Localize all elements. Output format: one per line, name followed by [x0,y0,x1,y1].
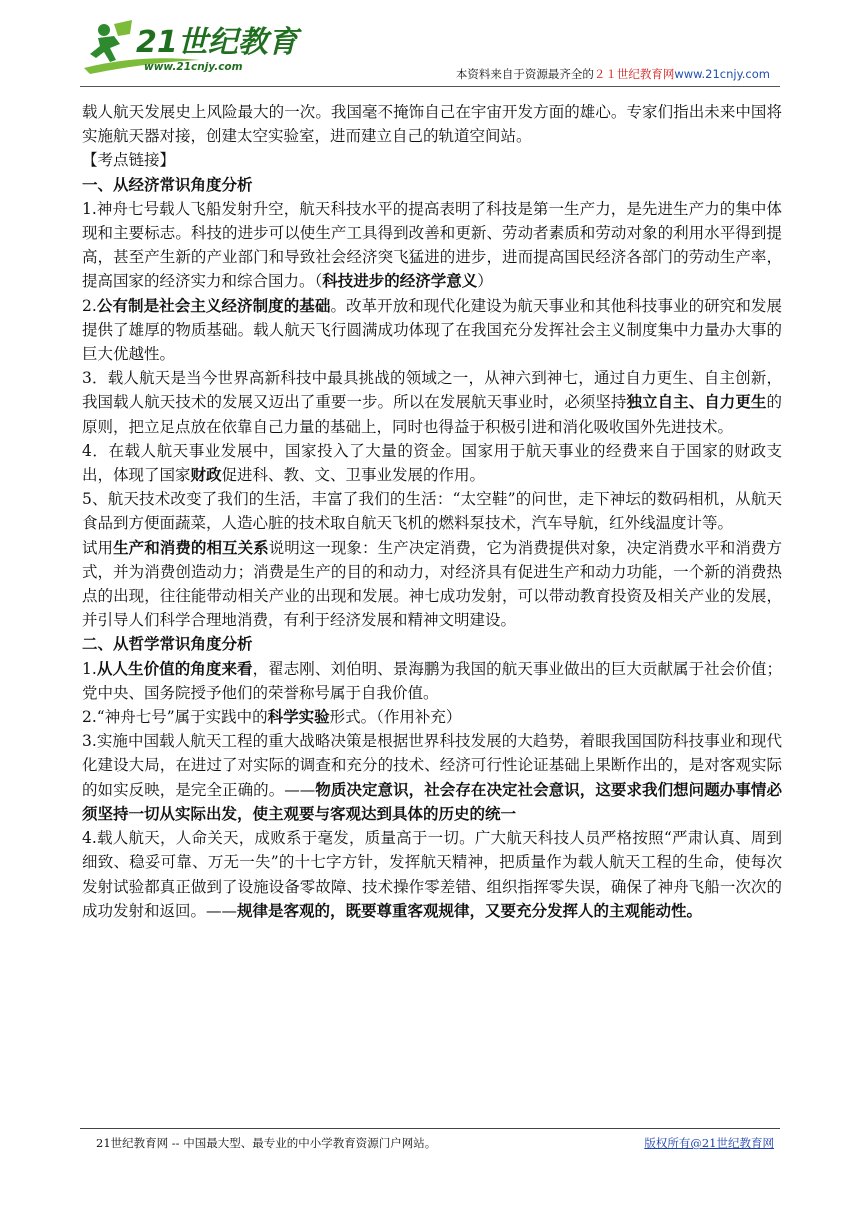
logo-text: 21世纪教育 [136,25,298,60]
section-heading: 二、从哲学常识角度分析 [82,634,253,654]
header-note [456,66,770,82]
section-heading: 一、从经济常识角度分析 [82,174,253,194]
copyright-link[interactable]: 版权所有@21世纪教育网 [644,1136,774,1150]
header-note-brand: ２１世纪教育网 [593,67,675,81]
paragraph: 载人航天发展史上风险最大的一次。我国毫不掩饰自己在宇宙开发方面的雄心。专家们指出未来中国将实施航天器对接，创建太空实验室，进而建立自己的轨道空间站。 [82,103,782,146]
header-note-site[interactable]: www.21cnjy.com [674,67,770,81]
page-header [80,14,780,84]
page-footer [80,1128,780,1150]
footer-text: 21世纪教育网 -- 中国最大型、最专业的中小学教育资源门户网站。 [96,1136,437,1150]
paragraph: 3．载人航天是当今世界高新科技中最具挑战的领域之一，从神六到神七，通过自力更生、自主创新，我国载人航天技术的发展又迈出了重要一步。所以在发展航天事业时，必须坚持独立自主、自力更生的原则，把立足点放在依靠自己力量的基础上，同时也得益于积极引进和消化吸收国外先进技术。 [82,369,782,436]
paragraph: 1.神舟七号载人飞船发射升空，航天科技水平的提高表明了科技是第一生产力，是先进生产力的集中体现和主要标志。科技的进步可以使生产工具得到改善和更新、劳动者素质和劳动对象的利用水平得到提高，甚至产生新的产业部门和导致社会经济突飞猛进的进步，进而提高国民经济各部门的劳动生产率，提高国家的经济实力和综合国力。（科技进步的经济学意义） [82,199,782,291]
header-divider [80,86,780,87]
paragraph: 2.公有制是社会主义经济制度的基础。改革开放和现代化建设为航天事业和其他科技事业的研究和发展提供了雄厚的物质基础。载人航天飞行圆满成功体现了在我国充分发挥社会主义制度集中力量办大事的巨大优越性。 [82,295,782,364]
paragraph: 2.“神舟七号”属于实践中的科学实验形式。（作用补充） [82,707,462,727]
paragraph: 4．在载人航天事业发展中，国家投入了大量的资金。国家用于航天事业的经费来自于国家的财政支出，体现了国家财政促进科、教、文、卫事业发展的作用。 [82,441,782,485]
paragraph: 1.从人生价值的角度来看，翟志刚、刘伯明、景海鹏为我国的航天事业做出的巨大贡献属于社会价值；党中央、国务院授予他们的荣誉称号属于自我价值。 [82,658,782,702]
paragraph: 4.载人航天，人命关天，成败系于毫发，质量高于一切。广大航天科技人员严格按照“严肃认真、周到细致、稳妥可靠、万无一失”的十七字方针，发挥航天精神，把质量作为载人航天工程的生命，使每次发射试验都真正做到了设施设备零故障、技术操作零差错、组织指挥零失误，确保了神舟飞船一次次的成功发射和返回。——规律是客观的，既要尊重客观规律，又要充分发挥人的主观能动性。 [82,829,782,920]
header-note-prefix: 本资料来自于资源最齐全的 [455,67,594,81]
section-label: 【考点链接】 [82,151,176,170]
paragraph: 3.实施中国载人航天工程的重大战略决策是根据世界科技发展的大趋势，着眼我国国防科技事业和现代化建设大局，在进过了对实际的调查和充分的技术、经济可行性论证基础上果断作出的，是对客观实际的如实反映，是完全正确的。——物质决定意识，社会存在决定社会意识，这要求我们想问题办事情必须坚持一切从实际出发，使主观要与客观达到具体的历史的统一 [82,732,782,823]
paragraph: 试用生产和消费的相互关系说明这一现象：生产决定消费，它为消费提供对象，决定消费水平和消费方式，并为消费创造动力；消费是生产的目的和动力，对经济具有促进生产和动力功能，一个新的消费热点的出现，往往能带动相关产业的出现和发展。神七成功发射，可以带动教育投资及相关产业的发展，并引导人们科学合理地消费，有利于经济发展和精神文明建设。 [82,537,782,630]
paragraph: 5、航天技术改变了我们的生活，丰富了我们的生活：“太空鞋”的问世，走下神坛的数码相机，从航天食品到方便面蔬菜，人造心脏的技术取自航天飞机的燃料泵技术，汽车导航，红外线温度计等。 [82,490,782,533]
document-body [82,100,782,923]
logo-21cnjy [80,14,320,80]
logo-url: www.21cnjy.com [144,61,243,73]
